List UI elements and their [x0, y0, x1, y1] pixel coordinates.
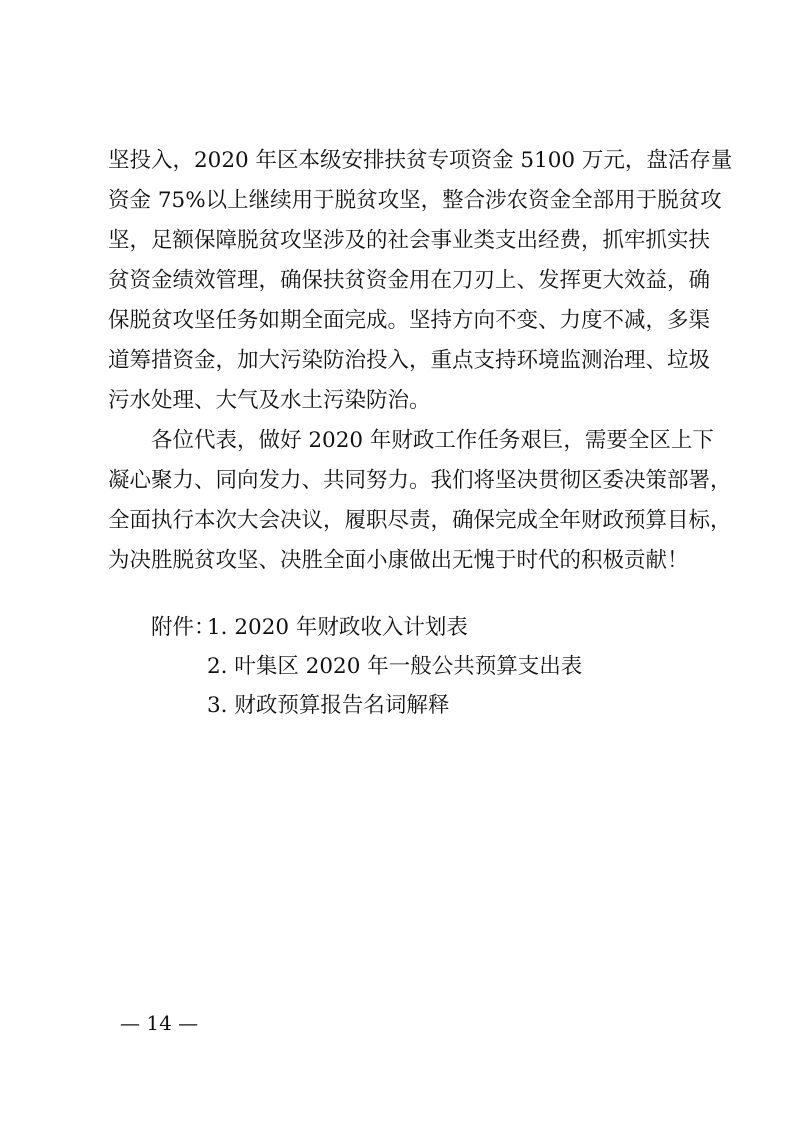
paragraph-2-line-2: 凝心聚力、同向发力、共同努力。我们将坚决贯彻区委决策部署，: [108, 468, 732, 493]
paragraph-1-line-6: 道筹措资金，加大污染防治投入，重点支持环境监测治理、垃圾: [108, 348, 711, 373]
paragraph-1-line-7: 污水处理、大气及水土污染防治。: [108, 388, 431, 413]
paragraph-1-line-2: 资金 75%以上继续用于脱贫攻坚，整合涉农资金全部用于脱贫攻: [108, 188, 722, 213]
paragraph-1-line-3: 坚，足额保障脱贫攻坚涉及的社会事业类支出经费，抓牢抓实扶: [108, 228, 711, 253]
paragraph-1-line-4: 贫资金绩效管理，确保扶贫资金用在刀刃上、发挥更大效益，确: [108, 268, 711, 293]
attachment-item-1: 1. 2020 年财政收入计划表: [207, 615, 468, 640]
paragraph-1-line-1: 坚投入，2020 年区本级安排扶贫专项资金 5100 万元，盘活存量: [108, 148, 733, 173]
paragraph-2-line-4: 为决胜脱贫攻坚、决胜全面小康做出无愧于时代的积极贡献！: [108, 548, 689, 573]
paragraph-1-line-5: 保脱贫攻坚任务如期全面完成。坚持方向不变、力度不减，多渠: [108, 308, 711, 333]
paragraph-2-line-3: 全面执行本次大会决议，履职尽责，确保完成全年财政预算目标，: [108, 508, 732, 533]
attachments-label: 附件：: [151, 615, 216, 640]
attachment-item-3: 3. 财政预算报告名词解释: [207, 693, 450, 718]
page-number: — 14 —: [120, 1011, 199, 1035]
paragraph-2-line-1: 各位代表，做好 2020 年财政工作任务艰巨，需要全区上下: [151, 428, 714, 453]
attachment-item-2: 2. 叶集区 2020 年一般公共预算支出表: [207, 654, 583, 679]
